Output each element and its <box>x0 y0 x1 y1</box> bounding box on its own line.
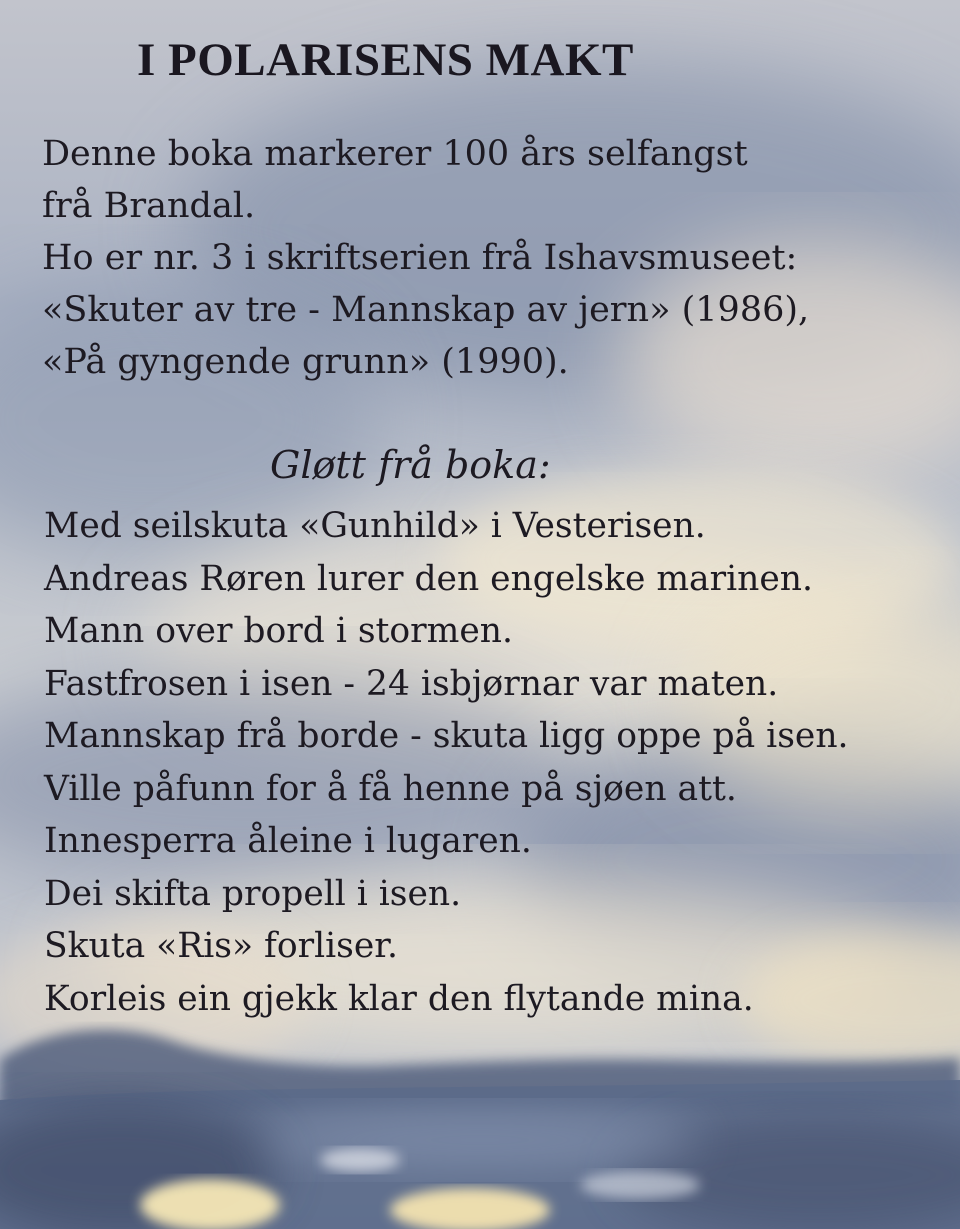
list-item: Skuta «Ris» forliser. <box>44 926 398 966</box>
list-item: Korleis ein gjekk klar den flytande mina. <box>44 978 754 1019</box>
list-item: Innesperra åleine i lugaren. <box>44 821 532 861</box>
list-item: Ville påfunn for å få henne på sjøen att. <box>44 768 737 809</box>
list-item: Dei skifta propell i isen. <box>44 873 462 914</box>
list-item: Mannskap frå borde - skuta ligg oppe på isen. <box>44 716 849 756</box>
list-item: Mann over bord i stormen. <box>44 611 513 651</box>
intro-line: frå Brandal. <box>42 186 256 226</box>
intro-paragraph <box>42 128 942 388</box>
list-item: Fastfrosen i isen - 24 isbjørnar var maten. <box>44 663 779 704</box>
intro-line: «Skuter av tre - Mannskap av jern» (1986), <box>42 290 810 330</box>
intro-line: Denne boka markerer 100 års selfangst <box>42 134 748 174</box>
excerpt-heading: Gløtt frå boka: <box>270 443 551 487</box>
excerpt-list <box>44 500 954 1025</box>
intro-line: «På gyngende grunn» (1990). <box>42 342 569 382</box>
intro-line: Ho er nr. 3 i skriftserien frå Ishavsmuseet: <box>42 238 798 278</box>
list-item: Med seilskuta «Gunhild» i Vesterisen. <box>44 506 706 546</box>
list-item: Andreas Røren lurer den engelske marinen. <box>44 558 813 599</box>
book-title: I POLARISENS MAKT <box>137 34 634 86</box>
